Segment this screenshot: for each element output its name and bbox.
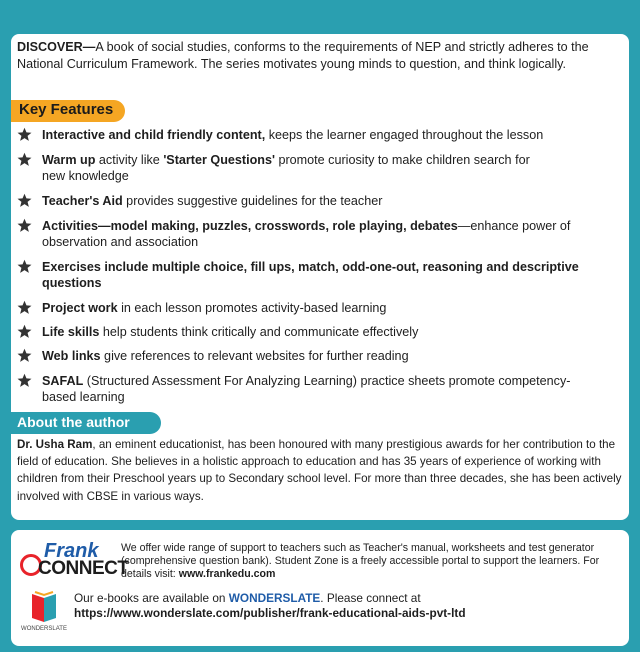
feature-item: Interactive and child friendly content, keeps the learner engaged throughout the lesson — [42, 128, 544, 142]
feature-item: Activities—model making, puzzles, crosswords, role playing, debates—enhance power of observation and association — [42, 219, 571, 249]
wonderslate-url-link[interactable]: https://www.wonderslate.com/publisher/frank-educational-aids-pvt-ltd — [74, 606, 466, 620]
star-bullet-icon — [17, 218, 32, 233]
author-text: , an eminent educationist, has been honoured with many prestigious awards for her contribution to the field of education. She believes in a holistic approach to education and has 35 years of experience of working with children from their Preschool years up to Secondary school level. For more than three decades, she has been actively involved with CBSE in various ways. — [17, 438, 622, 503]
author-name: Dr. Usha Ram — [17, 438, 93, 451]
about-author-title: About the author — [17, 414, 130, 430]
intro-paragraph — [17, 39, 622, 73]
author-paragraph — [17, 436, 625, 505]
feature-item: Web links give references to relevant websites for further reading — [42, 349, 409, 363]
star-bullet-icon — [17, 259, 32, 274]
logo-frank-text: Frank — [44, 540, 99, 562]
star-bullet-icon — [17, 127, 32, 142]
connect-description: We offer wide range of support to teachers such as Teacher's manual, worksheets and test generator (comprehensive question bank). Student Zone is a freely accessible portal to support the learners. For details visit: www.frankedu.com — [121, 542, 600, 580]
key-features-heading — [11, 100, 125, 122]
star-bullet-icon — [17, 324, 32, 339]
wonderslate-logo — [18, 588, 70, 636]
star-bullet-icon — [17, 300, 32, 315]
ebooks-info: Our e-books are available on WONDERSLATE. Please connect at https://www.wonderslate.com/publisher/frank-educational-aids-pvt-ltd — [74, 591, 466, 620]
wonderslate-book-icon — [18, 588, 70, 626]
frankedu-link[interactable]: www.frankedu.com — [178, 568, 276, 580]
feature-item: Exercises include multiple choice, fill ups, match, odd-one-out, reasoning and descriptive questions — [42, 260, 579, 290]
logo-connect-text: CONNECT — [38, 558, 129, 579]
star-bullet-icon — [17, 193, 32, 208]
feature-item: Teacher's Aid provides suggestive guidelines for the teacher — [42, 194, 383, 208]
star-bullet-icon — [17, 348, 32, 363]
wonderslate-logo-label: WONDERSLATE — [21, 626, 67, 632]
wonderslate-brand: WONDERSLATE — [228, 591, 321, 605]
frank-connect-logo — [20, 540, 129, 582]
feature-item: Life skills help students think critically and communicate effectively — [42, 325, 419, 339]
feature-item: SAFAL (Structured Assessment For Analyzing Learning) practice sheets promote competency-based learning — [42, 374, 571, 404]
feature-item: Project work in each lesson promotes activity-based learning — [42, 301, 387, 315]
star-bullet-icon — [17, 373, 32, 388]
key-features-title: Key Features — [19, 101, 114, 118]
intro-text: A book of social studies, conforms to the requirements of NEP and strictly adheres to the National Curriculum Framework. The series motivates young minds to question, and think logically. — [17, 40, 589, 71]
star-bullet-icon — [17, 152, 32, 167]
feature-item: Warm up activity like 'Starter Questions' promote curiosity to make children search for new knowledge — [42, 153, 530, 183]
intro-lead: DISCOVER— — [17, 40, 96, 54]
about-author-heading — [11, 412, 161, 434]
